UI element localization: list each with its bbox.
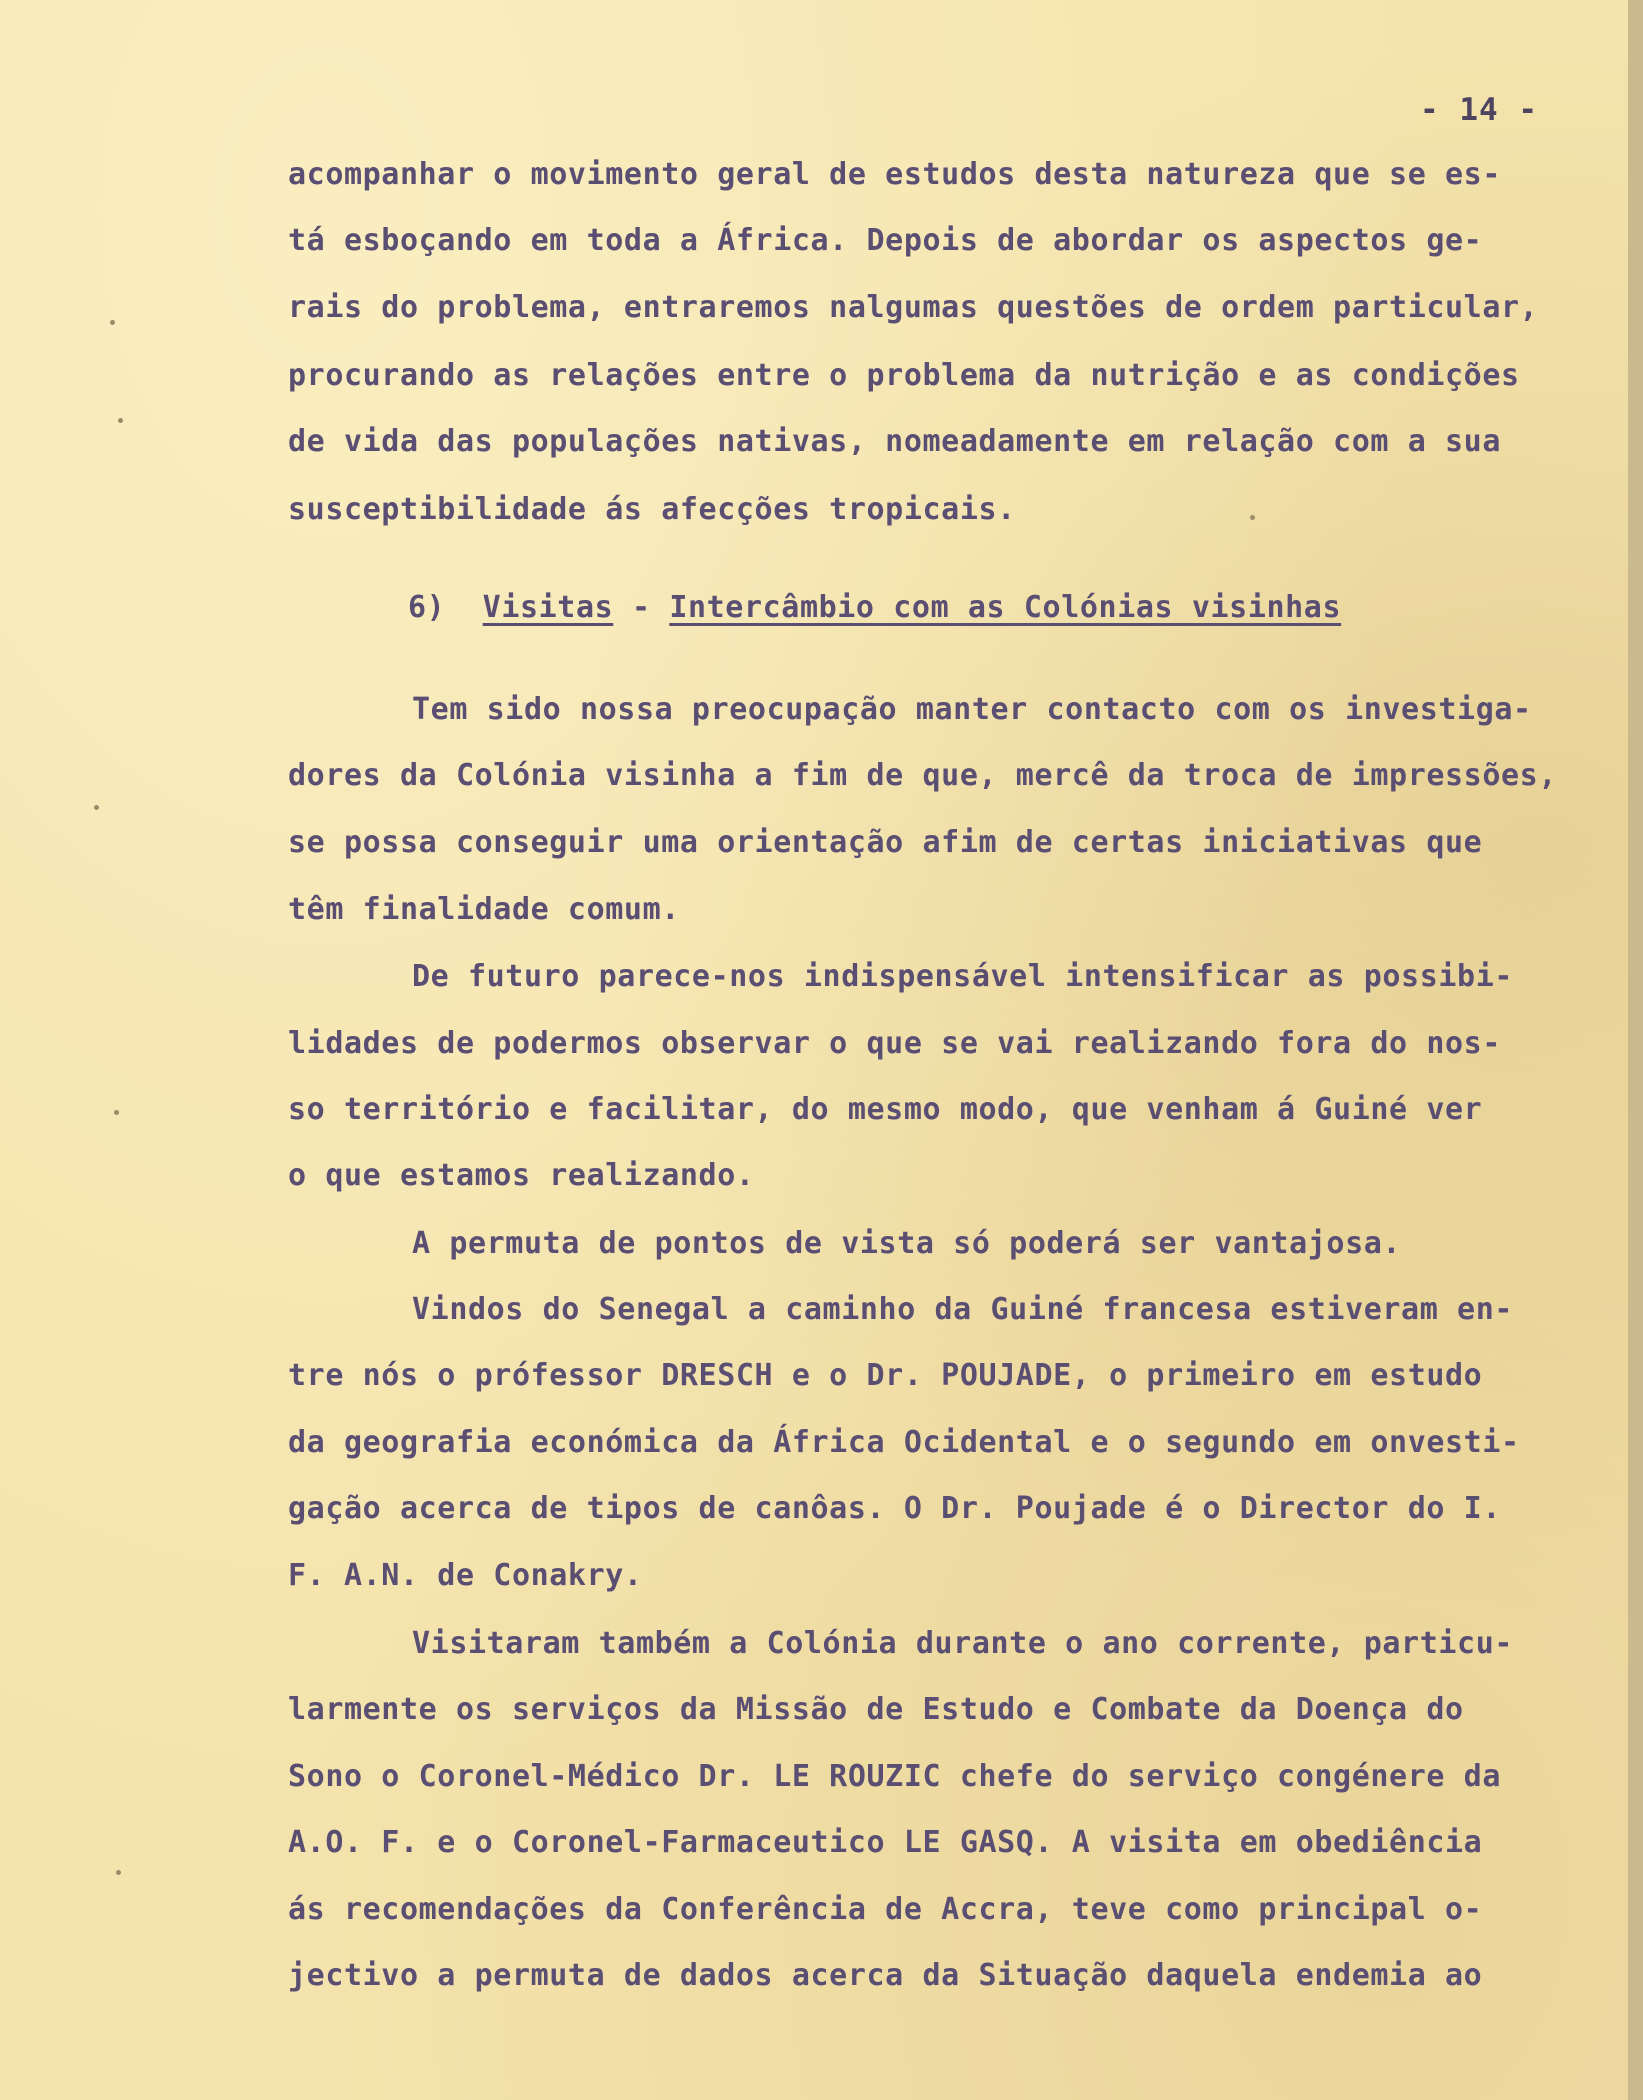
text-line: Visitaram também a Colónia durante o ano corrente, particu-	[412, 1626, 1514, 1661]
text-line: jectivo a permuta de dados acerca da Situação daquela endemia ao	[288, 1958, 1483, 1993]
text-line: ás recomendações da Conferência de Accra, teve como principal o-	[288, 1892, 1483, 1927]
text-line: procurando as relações entre o problema da nutrição e as condições	[288, 358, 1520, 393]
page-edge-shadow	[1628, 0, 1643, 2100]
text-line: rais do problema, entraremos nalgumas questões de ordem particular,	[288, 290, 1539, 325]
text-line: larmente os serviços da Missão de Estudo e Combate da Doença do	[288, 1692, 1464, 1727]
text-line: tre nós o prófessor DRESCH e o Dr. POUJADE, o primeiro em estudo	[288, 1358, 1483, 1393]
text-line: susceptibilidade ás afecções tropicais.	[288, 492, 1016, 527]
section-title-part1: Visitas	[482, 590, 614, 625]
page-number: - 14 -	[1420, 92, 1538, 128]
paper-speck	[1250, 515, 1255, 520]
text-line: Vindos do Senegal a caminho da Guiné francesa estiveram en-	[412, 1292, 1514, 1327]
text-line: Sono o Coronel-Médico Dr. LE ROUZIC chefe do serviço congénere da	[288, 1759, 1501, 1794]
section-separator: -	[631, 590, 651, 625]
section-heading	[408, 590, 1341, 626]
paper-speck	[114, 1110, 119, 1115]
text-line: se possa conseguir uma orientação afim de certas iniciativas que	[288, 825, 1483, 860]
text-line: da geografia económica da África Ocidental e o segundo em onvesti-	[288, 1425, 1520, 1460]
section-title-part2: Intercâmbio com as Colónias visinhas	[669, 590, 1342, 625]
text-line: tá esboçando em toda a África. Depois de abordar os aspectos ge-	[288, 223, 1483, 258]
text-line: Tem sido nossa preocupação manter contacto com os investiga-	[412, 692, 1532, 727]
text-line: F. A.N. de Conakry.	[288, 1558, 643, 1593]
text-line: A.O. F. e o Coronel-Farmaceutico LE GASQ. A visita em obediência	[288, 1825, 1483, 1860]
text-line: acompanhar o movimento geral de estudos desta natureza que se es-	[288, 157, 1501, 192]
text-line: dores da Colónia visinha a fim de que, mercê da troca de impressões,	[288, 758, 1557, 793]
paper-speck	[110, 320, 115, 325]
text-line: lidades de podermos observar o que se vai realizando fora do nos-	[288, 1026, 1501, 1061]
text-line: o que estamos realizando.	[288, 1158, 755, 1193]
text-line: A permuta de pontos de vista só poderá ser vantajosa.	[412, 1226, 1402, 1261]
text-line: so território e facilitar, do mesmo modo, que venham á Guiné ver	[288, 1092, 1483, 1127]
paper-speck	[94, 805, 99, 810]
text-line: têm finalidade comum.	[288, 892, 680, 927]
text-line: de vida das populações nativas, nomeadamente em relação com a sua	[288, 424, 1501, 459]
text-line: De futuro parece-nos indispensável intensificar as possibi-	[412, 959, 1514, 994]
text-line: gação acerca de tipos de canôas. O Dr. Poujade é o Director do I.	[288, 1491, 1501, 1526]
paper-speck	[116, 1870, 121, 1875]
section-number: 6)	[408, 590, 446, 625]
paper-speck	[118, 418, 123, 423]
